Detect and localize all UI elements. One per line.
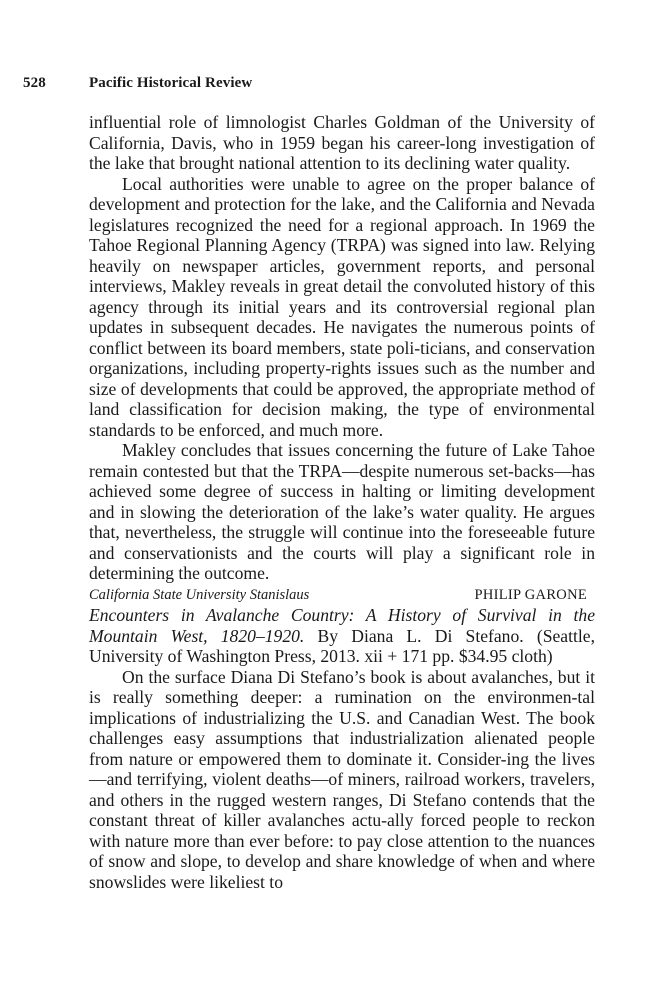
review2-paragraph-1: On the surface Diana Di Stefano’s book is about avalanches, but it is really something deeper: a rumination on the environmen-tal implications of industrializing the U.S. and Canadian West. The book challenges easy assumptions that industrialization alienated people from nature or empowered them to dominate it. Consider-ing the lives—and terrifying, violent deaths—of miners, railroad workers, travelers, and others in the rugged western ranges, Di Stefano contends that the constant threat of killer avalanches actu-ally forced people to reckon with nature more than ever before: to pay close attention to the nuances of snow and slope, to develop and share knowledge of when and where snowslides were likeliest to xyxy=(89,666,595,892)
review1-paragraph-3: Makley concludes that issues concerning the future of Lake Tahoe remain contested but that the TRPA—despite numerous set-backs—has achieved some degree of success in halting or limiting development and in slowing the deterioration of the lake’s water quality. He argues that, nevertheless, the struggle will continue into the foreseeable future and conservationists and the courts will play a significant role in determining the outcome. xyxy=(89,440,595,583)
review2-heading xyxy=(89,605,595,667)
review1-paragraph-1: influential role of limnologist Charles Goldman of the University of California, Davis, who in 1959 began his career-long investigation of the lake that brought national attention to its declining water quality. xyxy=(89,112,595,173)
review1-signature xyxy=(89,585,595,606)
text-column xyxy=(89,112,595,892)
book-citation: By Diana L. Di Stefano. (Seattle, University of Washington Press, 2013. xii + 171 pp. $34.95 cloth) xyxy=(89,625,595,666)
journal-title: Pacific Historical Review xyxy=(89,75,253,91)
reviewer-affiliation: California State University Stanislaus xyxy=(89,586,310,603)
reviewer-name: PHILIP GARONE xyxy=(474,586,587,603)
book-title: Encounters in Avalanche Country: A History of Survival in the Mountain West, 1820–1920. xyxy=(89,605,595,646)
running-head xyxy=(23,75,252,92)
review1-paragraph-2: Local authorities were unable to agree on the proper balance of development and protection for the lake, and the California and Nevada legislatures recognized the need for a regional approach. In 1969 the Tahoe Regional Planning Agency (TRPA) was signed into law. Relying heavily on newspaper articles, government reports, and personal interviews, Makley reveals in great detail the convoluted history of this agency through its initial years and its controversial regional plan updates in subsequent decades. He navigates the numerous points of conflict between its board members, state poli-ticians, and conservation organizations, including property-rights issues such as the number and size of developments that could be approved, the appropriate method of land classification for decision making, the type of environmental standards to be enforced, and much more. xyxy=(89,173,595,440)
page-number: 528 xyxy=(23,75,46,91)
